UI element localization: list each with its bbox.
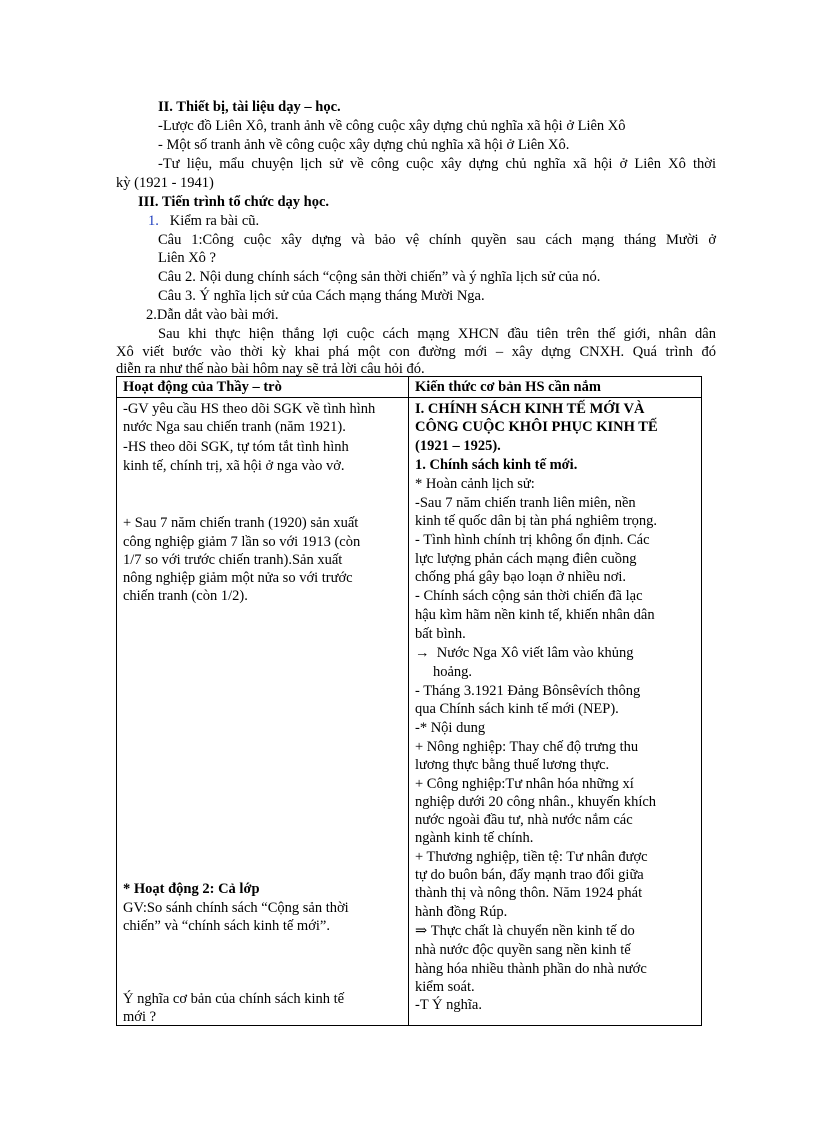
right-line: qua Chính sách kinh tế mới (NEP). — [415, 701, 619, 717]
right-line: + Công nghiệp:Tư nhân hóa những xí — [415, 776, 634, 792]
knowledge-cell — [409, 398, 702, 1026]
right-line: - Chính sách cộng sản thời chiến đã lạc — [415, 588, 643, 604]
section-2-heading: II. Thiết bị, tài liệu dạy – học. — [158, 99, 341, 115]
right-line: kinh tế quốc dân bị tàn phá nghiêm trọng. — [415, 513, 658, 529]
right-line: * Hoàn cảnh lịch sử: — [415, 476, 535, 492]
right-line: thành thị và nông thôn. Năm 1924 phát — [415, 885, 643, 901]
right-line: -Sau 7 năm chiến tranh liên miên, nền — [415, 495, 636, 511]
left-line: nước Nga sau chiến tranh (năm 1921). — [123, 419, 346, 435]
intro-line-1: Sau khi thực hiện thắng lợi cuộc cách mạng XHCN đầu tiên trên thế giới, nhân dân — [158, 326, 716, 342]
col-header-activities: Hoạt động của Thầy – trò — [117, 377, 409, 398]
left-line: GV:So sánh chính sách “Cộng sản thời — [123, 900, 349, 916]
right-line: hàng hóa nhiều thành phần do nhà nước — [415, 961, 647, 977]
question-2: Câu 2. Nội dung chính sách “cộng sản thời chiến” và ý nghĩa lịch sử của nó. — [158, 269, 601, 285]
right-line: lực lượng phản cách mạng điên cuồng — [415, 551, 637, 567]
right-heading: (1921 – 1925). — [415, 438, 501, 454]
right-line: - Tình hình chính trị không ổn định. Các — [415, 532, 650, 548]
materials-item-2: - Một số tranh ảnh về công cuộc xây dựng chủ nghĩa xã hội ở Liên Xô. — [158, 137, 570, 153]
left-line: chiến tranh (còn 1/2). — [123, 588, 248, 604]
right-line: nhà nước độc quyền sang nền kinh tế — [415, 942, 631, 958]
right-line-text: Nước Nga Xô viết lâm vào khủng — [436, 645, 634, 661]
right-arrow-icon: → — [415, 645, 430, 661]
left-line: 1/7 so với trước chiến tranh).Sản xuất — [123, 552, 343, 568]
right-line: nghiệp dưới 20 công nhân., khuyến khích — [415, 794, 657, 810]
activities-cell — [117, 398, 409, 1026]
right-line-text: Thực chất là chuyển nền kinh tế do — [430, 923, 635, 939]
left-line: chiến” và “chính sách kinh tế mới”. — [123, 918, 330, 934]
left-line: -HS theo dõi SGK, tự tóm tắt tình hình — [123, 439, 349, 455]
left-line: Ý nghĩa cơ bản của chính sách kinh tế — [123, 991, 345, 1007]
right-line: chống phá gây bạo loạn ở nhiều nơi. — [415, 569, 627, 585]
right-line — [415, 644, 633, 662]
right-line: + Nông nghiệp: Thay chế độ trưng thu — [415, 739, 639, 755]
right-line: ngành kinh tế chính. — [415, 830, 534, 846]
step-2: 2.Dẫn dắt vào bài mới. — [146, 307, 279, 323]
right-line: - Tháng 3.1921 Đảng Bônsêvích thông — [415, 683, 641, 699]
step-1-number: 1. — [148, 213, 159, 229]
right-line: hoảng. — [433, 664, 473, 680]
right-heading: CÔNG CUỘC KHÔI PHỤC KINH TẾ — [415, 419, 658, 435]
intro-line-2: Xô viết bước vào thời kỳ khai phá một con đường mới – xây dựng CNXH. Quá trình đó — [116, 344, 716, 360]
left-line: -GV yêu cầu HS theo dõi SGK về tình hình — [123, 401, 376, 417]
materials-item-1: -Lược đồ Liên Xô, tranh ảnh về công cuộc xây dựng chủ nghĩa xã hội ở Liên Xô — [158, 118, 626, 134]
col-header-knowledge: Kiến thức cơ bản HS cần nắm — [409, 377, 702, 398]
right-line: lương thực bằng thuế lương thực. — [415, 757, 610, 773]
step-1-label: Kiểm ra bài cũ. — [169, 213, 260, 229]
materials-item-3-cont: kỳ (1921 - 1941) — [116, 175, 214, 191]
right-subheading: 1. Chính sách kinh tế mới. — [415, 457, 578, 473]
left-line: công nghiệp giảm 7 lần so với 1913 (còn — [123, 534, 361, 550]
left-line: nông nghiệp giảm một nửa so với trước — [123, 570, 353, 586]
question-1-cont: Liên Xô ? — [158, 250, 216, 266]
left-line: + Sau 7 năm chiến tranh (1920) sản xuất — [123, 515, 359, 531]
left-line: kinh tế, chính trị, xã hội ở nga vào vở. — [123, 458, 345, 474]
lesson-table — [116, 376, 702, 1026]
right-line: nước ngoài đầu tư, nhà nước nắm các — [415, 812, 633, 828]
step-1 — [148, 212, 259, 230]
right-line: bất bình. — [415, 626, 466, 642]
right-heading: I. CHÍNH SÁCH KINH TẾ MỚI VÀ — [415, 401, 645, 417]
question-3: Câu 3. Ý nghĩa lịch sử của Cách mạng tháng Mười Nga. — [158, 288, 485, 304]
right-line: hậu kìm hãm nền kinh tế, khiến nhân dân — [415, 607, 655, 623]
question-1: Câu 1:Công cuộc xây dựng và bảo vệ chính quyền sau cách mạng tháng Mười ở — [158, 232, 716, 248]
right-line: kiểm soát. — [415, 979, 475, 995]
right-line: + Thương nghiệp, tiền tệ: Tư nhân được — [415, 849, 648, 865]
materials-item-3: -Tư liệu, mẩu chuyện lịch sử về công cuộc xây dựng chủ nghĩa xã hội ở Liên Xô thời — [158, 156, 716, 172]
activity-2-heading: * Hoạt động 2: Cả lớp — [123, 881, 260, 897]
right-line: tự do buôn bán, đẩy mạnh trao đổi giữa — [415, 867, 644, 883]
left-line: mới ? — [123, 1009, 157, 1025]
intro-line-3: diễn ra như thế nào bài hôm nay sẽ trả lời câu hỏi đó. — [116, 361, 425, 377]
double-arrow-icon: ⇒ — [415, 923, 428, 939]
right-line — [415, 922, 635, 940]
section-3-heading: III. Tiến trình tổ chức dạy học. — [138, 194, 330, 210]
right-line: -* Nội dung — [415, 720, 486, 736]
right-line: -T Ý nghĩa. — [415, 997, 482, 1013]
right-line: hành đồng Rúp. — [415, 904, 508, 920]
